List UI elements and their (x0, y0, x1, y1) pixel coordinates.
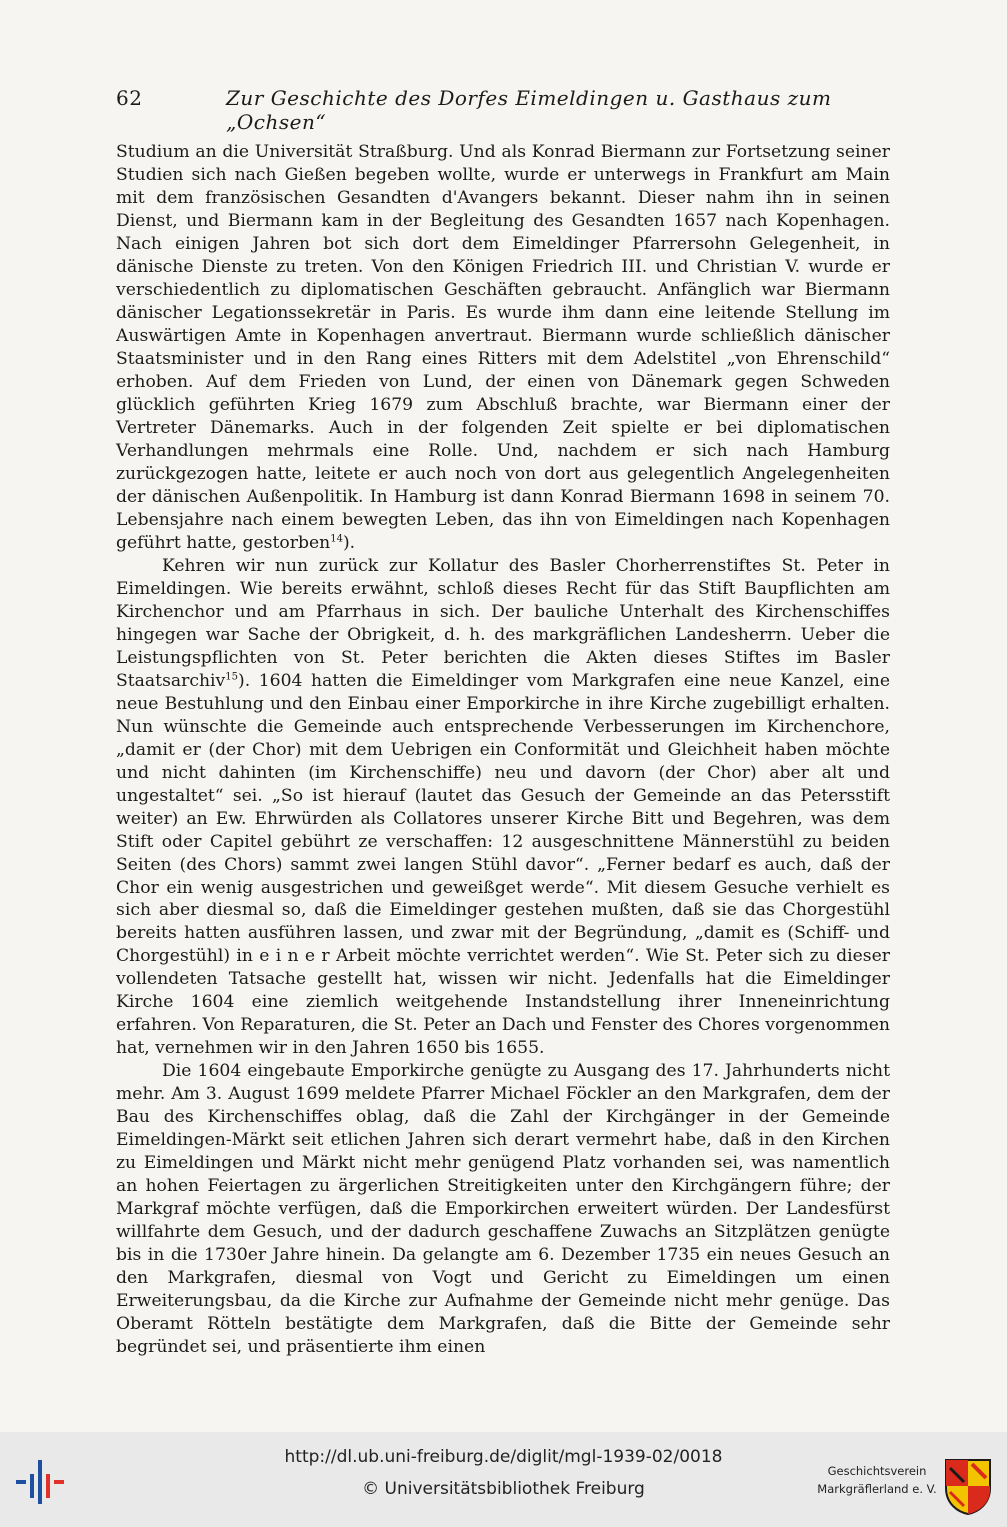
paragraph-2: Kehren wir nun zurück zur Kollatur des Basler Chorherrenstiftes St. Peter in Eimeldingen. Wie bereits erwähnt, schloß dieses Recht für das Stift Baupflichten am Kirchenchor und am Pfarrhaus in sich. Der bauliche Unterhalt des Kirchenschiffes hingegen war Sache der Obrigkeit, d. h. des markgräflichen Landesherrn. Ueber die Leistungspflichten von St. Peter berichten die Akten dieses Stiftes im Basler Staatsarchiv$^{15}$). 1604 hatten die Eimeldinger vom Markgrafen eine neue Kanzel, eine neue Bestuhlung und den Einbau einer Emporkirche in ihre Kirche zugebilligt erhalten. Nun wünschte die Gemeinde auch entsprechende Verbesserungen im Kirchenchore, „damit er (der Chor) mit dem Uebrigen ein Conformität und Gleichheit haben möchte und nicht dahinten (im Kirchenschiffe) neu und davorn (der Chor) aber alt und ungestaltet“ sei. „So ist hierauf (lautet das Gesuch der Gemeinde an das Petersstift weiter) an Ew. Ehrwürden als Collatores unserer Kirche Bitt und Begehren, was dem Stift oder Capitel gebührt ze verschaffen: 12 ausgeschnittene Männerstühl zu beiden Seiten (des Chors) sammt zwei langen Stühl davor“. „Ferner bedarf es auch, daß der Chor ein wenig ausgestrichen und geweißget werde“. Mit diesem Gesuche verhielt es sich aber diesmal so, daß die Eimeldinger gestehen mußten, daß sie das Chorgestühl bereits hatten ausführen lassen, und zwar mit der Begründung, „damit es (Schiff- und Chorgestühl) in e i n e r Arbeit möchte verrichtet werden“. Wie St. Peter sich zu dieser vollendeten Tatsache gestellt hat, wissen wir nicht. Jedenfalls hat die Eimeldinger Kirche 1604 eine ziemlich weitgehende Instandstellung ihrer Inneneinrichtung erfahren. Von Reparaturen, die St. Peter an Dach und Fenster des Chores vorgenommen hat, vernehmen wir in den Jahren 1650 bis 1655. (116, 555, 890, 1059)
body-text (116, 141, 890, 1359)
permalink-url[interactable]: http://dl.ub.uni-freiburg.de/diglit/mgl-1939-02/0018 (284, 1447, 723, 1467)
coat-of-arms-icon (944, 1458, 992, 1516)
running-title: Zur Geschichte des Dorfes Eimeldingen u. Gasthaus zum „Ochsen“ (226, 86, 832, 134)
paragraph-3: Die 1604 eingebaute Emporkirche genügte zu Ausgang des 17. Jahrhunderts nicht mehr. Am 3. August 1699 meldete Pfarrer Michael Föckler an den Markgrafen, dem der Bau des Kirchenschiffes oblag, daß die Zahl der Kirchgänger in der Gemeinde Eimeldingen-Märkt seit etlichen Jahren sich derart vermehrt habe, daß in den Kirchen zu Eimeldingen und Märkt nicht mehr genügend Platz vorhanden sei, was namentlich an hohen Feiertagen zu ärgerlichen Streitigkeiten unter den Kirchgängern führe; der Markgraf möchte verfügen, daß die Emporkirchen erweitert würden. Der Landesfürst willfahrte dem Gesuch, und der dadurch geschaffene Zuwachs an Sitzplätzen genügte bis in die 1730er Jahre hinein. Da gelangte am 6. Dezember 1735 ein neues Gesuch an den Markgrafen, diesmal von Vogt und Gericht zu Eimeldingen um einen Erweiterungsbau, da die Kirche zur Aufnahme der Gemeinde nicht mehr genüge. Das Oberamt Rötteln bestätigte dem Markgrafen, daß die Bitte der Gemeinde sehr begründet sei, und präsentierte ihm einen (116, 1061, 890, 1358)
paragraph-1: Studium an die Universität Straßburg. Und als Konrad Biermann zur Fortsetzung seiner Studien sich nach Gießen begeben wollte, wurde er unterwegs in Frankfurt am Main mit dem französischen Gesandten d'Avangers bekannt. Dieser nahm ihn in seinen Dienst, und Biermann kam in der Begleitung des Gesandten 1657 nach Kopenhagen. Nach einigen Jahren bot sich dort dem Eimeldinger Pfarrersohn Gelegenheit, in dänische Dienste zu treten. Von den Königen Friedrich III. und Christian V. wurde er verschiedentlich zu diplomatischen Geschäften gebraucht. Anfänglich war Biermann dänischer Legationssekretär in Paris. Es wurde ihm dann eine leitende Stellung im Auswärtigen Amte in Kopenhagen anvertraut. Biermann wurde schließlich dänischer Staatsminister und in den Rang eines Ritters mit dem Adelstitel „von Ehrenschild“ erhoben. Auf dem Frieden von Lund, der einen von Dänemark gegen Schweden glücklich geführten Krieg 1679 zum Abschluß brachte, war Biermann einer der Vertreter Dänemarks. Auch in der folgenden Zeit spielte er bei diplomatischen Verhandlungen mehrmals eine Rolle. Und, nachdem er sich nach Hamburg zurückgezogen hatte, leitete er auch noch von dort aus gelegentlich Angelegenheiten der dänischen Außenpolitik. In Hamburg ist dann Konrad Biermann 1698 in seinem 70. Lebensjahre nach einem bewegten Leben, das ihn von Eimeldingen nach Kopenhagen geführt hatte, gestorben$^{14}$). (116, 142, 890, 553)
footnote-ref-14: 14 (330, 533, 343, 544)
page-number: 62 (116, 86, 143, 110)
footnote-ref-15: 15 (225, 670, 239, 682)
society-name: Geschichtsverein Markgräflerland e. V. (817, 1464, 937, 1496)
page-header (116, 86, 890, 134)
viewer-footer (0, 1432, 1007, 1527)
copyright-notice: © Universitätsbibliothek Freiburg (362, 1479, 645, 1499)
